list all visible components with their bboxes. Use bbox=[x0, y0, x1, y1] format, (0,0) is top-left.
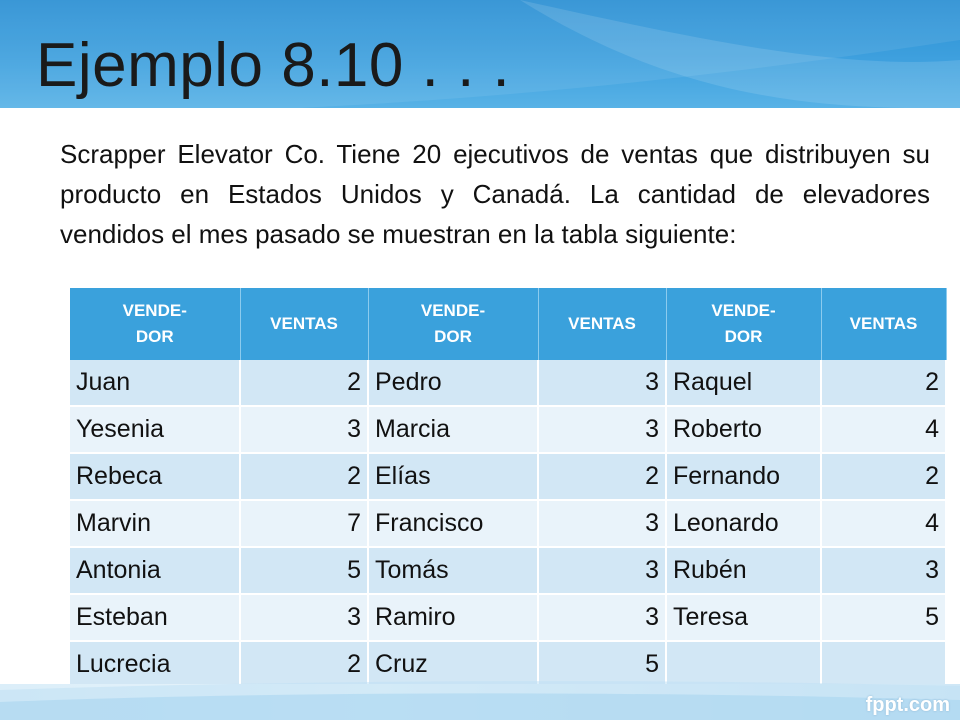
sales-cell: 3 bbox=[538, 594, 666, 641]
header-label: VENTAS bbox=[849, 314, 918, 333]
slide-title: Ejemplo 8.10 . . . bbox=[36, 31, 511, 100]
seller-cell: Esteban bbox=[70, 594, 240, 641]
seller-cell: Francisco bbox=[368, 500, 538, 547]
seller-cell: Juan bbox=[70, 360, 240, 406]
sales-cell: 2 bbox=[240, 453, 368, 500]
header-label: VENTAS bbox=[568, 314, 636, 333]
sales-cell: 4 bbox=[821, 500, 946, 547]
sales-cell: 2 bbox=[240, 641, 368, 688]
seller-cell: Marcia bbox=[368, 406, 538, 453]
seller-cell: Rubén bbox=[666, 547, 821, 594]
header-label: VENDE- DOR bbox=[420, 301, 486, 346]
seller-cell: Raquel bbox=[666, 360, 821, 406]
table-row bbox=[70, 547, 946, 594]
sales-cell: 3 bbox=[538, 547, 666, 594]
seller-cell: Leonardo bbox=[666, 500, 821, 547]
brand-logo-text: fppt.com bbox=[865, 694, 950, 716]
header-label: VENTAS bbox=[270, 314, 338, 333]
seller-cell: Teresa bbox=[666, 594, 821, 641]
sales-cell: 5 bbox=[821, 594, 946, 641]
seller-cell: Antonia bbox=[70, 547, 240, 594]
header-vendedor-3 bbox=[666, 288, 821, 360]
seller-cell: Roberto bbox=[666, 406, 821, 453]
table-row bbox=[70, 453, 946, 500]
sales-cell: 2 bbox=[821, 453, 946, 500]
header-vendedor-2 bbox=[368, 288, 538, 360]
seller-cell: Yesenia bbox=[70, 406, 240, 453]
header-vendedor-1 bbox=[70, 288, 240, 360]
seller-cell: Rebeca bbox=[70, 453, 240, 500]
sales-cell: 5 bbox=[240, 547, 368, 594]
sales-cell: 7 bbox=[240, 500, 368, 547]
seller-cell: Ramiro bbox=[368, 594, 538, 641]
sales-cell: 3 bbox=[538, 360, 666, 406]
sales-cell: 2 bbox=[821, 360, 946, 406]
table-row bbox=[70, 594, 946, 641]
sales-cell: 5 bbox=[538, 641, 666, 688]
table-header-row bbox=[70, 288, 946, 360]
header-ventas-3 bbox=[821, 288, 946, 360]
table-row bbox=[70, 360, 946, 406]
header-label: VENDE- DOR bbox=[711, 301, 776, 346]
table-row bbox=[70, 500, 946, 547]
seller-cell: Tomás bbox=[368, 547, 538, 594]
table-row bbox=[70, 406, 946, 453]
slide-body-text: Scrapper Elevator Co. Tiene 20 ejecutivos de ventas que distribuyen su producto en Estados Unidos y Canadá. La cantidad de elevadores vendidos el mes pasado se muestran en la tabla siguiente: bbox=[60, 139, 930, 249]
sales-cell: 2 bbox=[240, 360, 368, 406]
header-ventas-2 bbox=[538, 288, 666, 360]
seller-cell: Fernando bbox=[666, 453, 821, 500]
seller-cell: Elías bbox=[368, 453, 538, 500]
sales-cell: 3 bbox=[240, 594, 368, 641]
header-ventas-1 bbox=[240, 288, 368, 360]
sales-cell: 3 bbox=[538, 500, 666, 547]
sales-cell: 3 bbox=[240, 406, 368, 453]
seller-cell: Cruz bbox=[368, 641, 538, 688]
sales-table bbox=[70, 288, 947, 689]
seller-cell: Marvin bbox=[70, 500, 240, 547]
seller-cell: Pedro bbox=[368, 360, 538, 406]
sales-cell: 3 bbox=[538, 406, 666, 453]
sales-cell: 4 bbox=[821, 406, 946, 453]
seller-cell: Lucrecia bbox=[70, 641, 240, 688]
sales-cell: 3 bbox=[821, 547, 946, 594]
sales-cell: 2 bbox=[538, 453, 666, 500]
header-label: VENDE- DOR bbox=[122, 301, 187, 346]
footer-swoosh-decoration bbox=[0, 676, 960, 720]
